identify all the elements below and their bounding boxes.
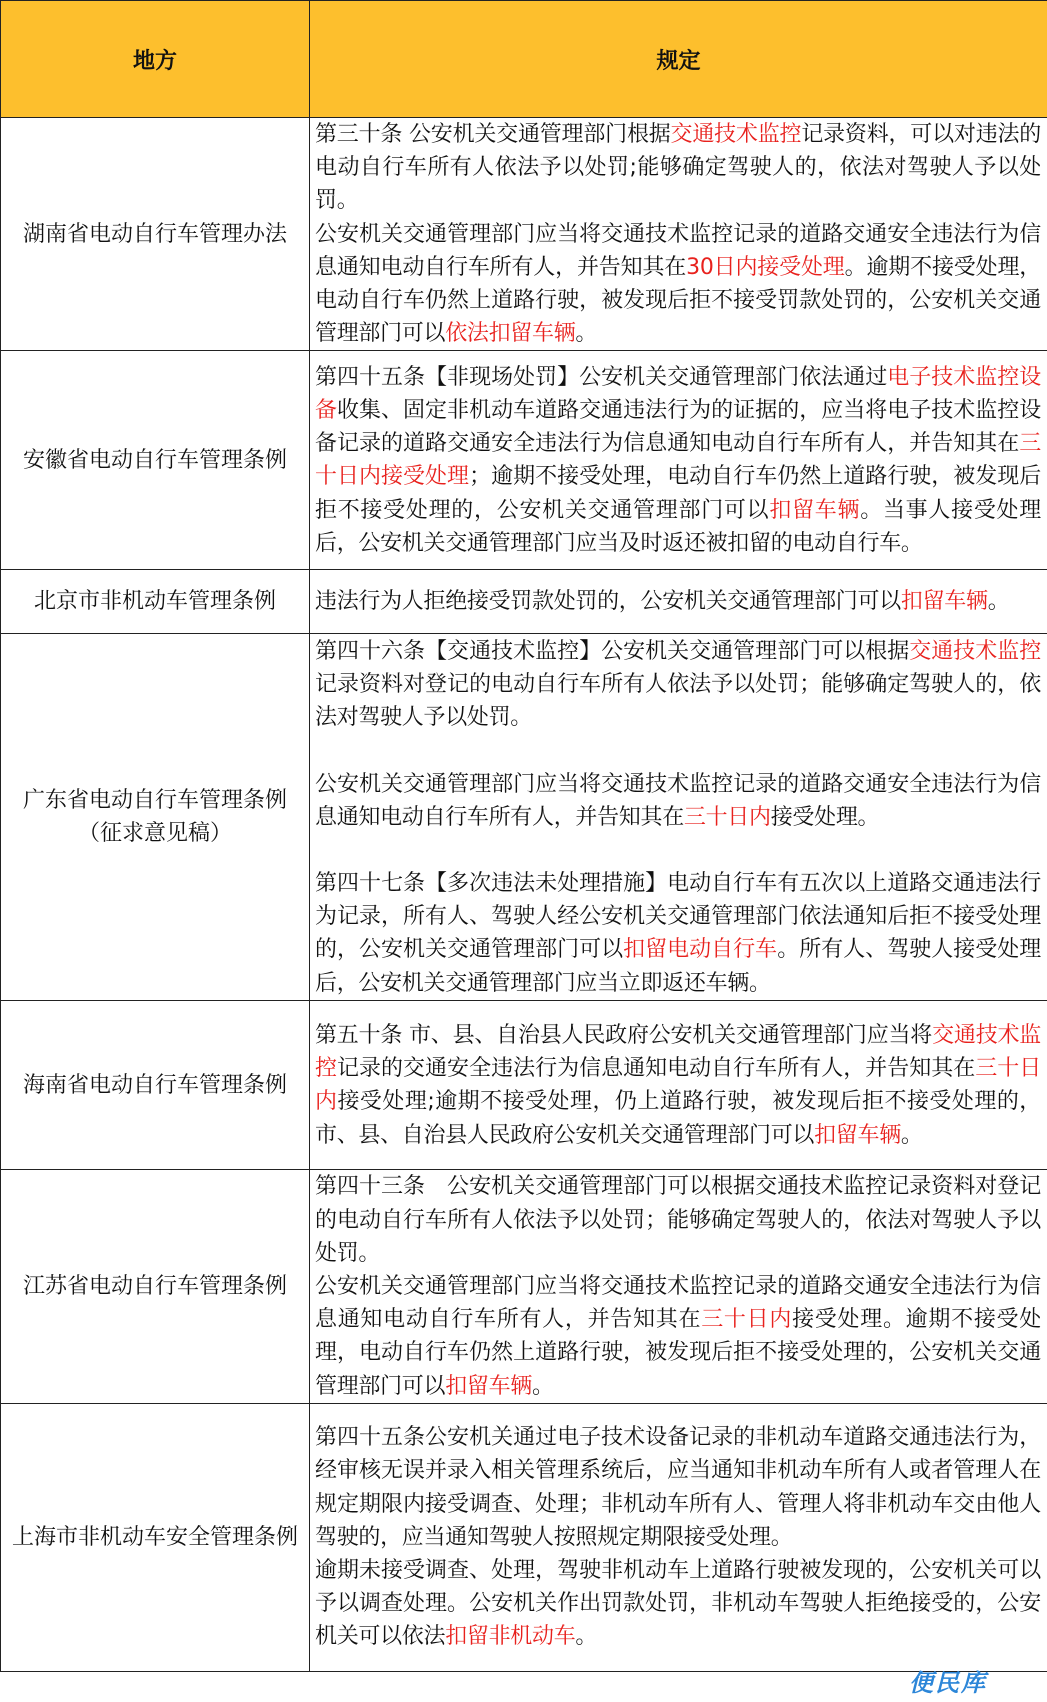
highlight-text: 交通技术监控 [315, 1023, 1041, 1082]
table-row [1, 351, 1047, 570]
header-region: 地方 [1, 1, 310, 118]
rule-text: 第五十条 市、县、自治县人民政府公安机关交通管理部门应当将 [315, 1023, 933, 1049]
rule-text: 第四十五条公安机关通过电子技术设备记录的非机动车道路交通违法行为，经审核无误并录入相关管理系统后，应当通知非机动车所有人或者管理人在规定期限内接受调查、处理；非机动车所有人、管理人将非机动车交由他人驾驶的，应当通知驾驶人按照规定期限接受处理。 [315, 1425, 1041, 1550]
table-row [1, 634, 1047, 1001]
rule-text: 。 [532, 1373, 554, 1399]
highlight-text: 扣留车辆 [814, 1122, 901, 1148]
rule-paragraph [315, 1019, 1041, 1152]
highlight-text: 扣留车辆 [769, 497, 861, 523]
region-cell: 湖南省电动自行车管理办法 [1, 118, 310, 351]
highlight-text: 交通技术监控 [670, 122, 802, 147]
rules-cell [310, 351, 1047, 570]
rule-text: 公安机关交通管理部门应当将交通技术监控记录的道路交通安全违法行为信息通知电动自行车所有人，并告知其在 [315, 1274, 1041, 1333]
rule-text: 接受处理;逾期不接受处理，仍上道路行驶，被发现后拒不接受处理的，市、县、自治县人民政府公安机关交通管理部门可以 [315, 1089, 1041, 1148]
rule-text: 。所有人、驾驶人接受处理后，公安机关交通管理部门应当立即返还车辆。 [315, 937, 1041, 996]
table-row [1, 1403, 1047, 1671]
rules-cell [310, 634, 1047, 1001]
table-body [1, 118, 1047, 1672]
highlight-text: 扣留车辆 [445, 1373, 533, 1399]
rule-text: 记录资料，可以对违法的电动自行车所有人依法予以处罚;能够确定驾驶人的，依法对驾驶人予以处罚。 [315, 122, 1041, 214]
rule-text: 接受处理。逾期不接受处理，电动自行车仍然上道路行驶，被发现后拒不接受处理的，公安机关交通管理部门可以 [315, 1307, 1041, 1399]
highlight-text: 三十日内 [315, 1056, 1041, 1115]
header-rules: 规定 [310, 1, 1047, 118]
highlight-text: 三十日内接受处理 [315, 431, 1041, 490]
highlight-text: 三十日内 [701, 1307, 793, 1333]
region-cell: 北京市非机动车管理条例 [1, 570, 310, 634]
region-cell: 安徽省电动自行车管理条例 [1, 351, 310, 570]
paragraph-gap [315, 834, 1041, 867]
rule-text: 。 [987, 589, 1010, 615]
watermark-logo: 便民库 [909, 1669, 987, 1697]
rule-text: 第三十条 公安机关交通管理部门根据 [315, 122, 671, 147]
rule-text: 。 [575, 1624, 598, 1650]
rule-text: 第四十七条【多次违法未处理措施】电动自行车有五次以上道路交通违法行为记录，所有人、驾驶人经公安机关交通管理部门依法通知后拒不接受处理的，公安机关交通管理部门可以 [315, 871, 1041, 963]
rule-paragraph [315, 1270, 1041, 1403]
rules-cell [310, 1170, 1047, 1403]
rule-paragraph [315, 585, 1041, 618]
highlight-text: 依法扣留车辆 [445, 321, 576, 347]
highlight-text: 电子技术监控设备 [315, 364, 1042, 424]
rules-cell [310, 570, 1047, 634]
rule-text: 逾期未接受调查、处理，驾驶非机动车上道路行驶被发现的，公安机关可以予以调查处理。公安机关作出罚款处罚，非机动车驾驶人拒绝接受的，公安机关可以依法 [315, 1557, 1041, 1650]
table-row [1, 1001, 1047, 1170]
rule-paragraph [315, 768, 1041, 834]
rule-text: 。当事人接受处理后，公安机关交通管理部门应当及时返还被扣留的电动自行车。 [315, 497, 1041, 556]
rule-text: 记录资料对登记的电动自行车所有人依法予以处罚；能够确定驾驶人的，依法对驾驶人予以处罚。 [315, 672, 1041, 731]
rule-text: 公安机关交通管理部门应当将交通技术监控记录的道路交通安全违法行为信息通知电动自行车所有人，并告知其在 [315, 221, 1041, 280]
rules-cell [310, 1001, 1047, 1170]
rule-text: 第四十六条【交通技术监控】公安机关交通管理部门可以根据 [315, 639, 910, 664]
highlight-text: 三十日内 [683, 804, 771, 830]
table-row [1, 1170, 1047, 1403]
table-row [1, 570, 1047, 634]
region-cell: 广东省电动自行车管理条例（征求意见稿） [1, 634, 310, 1001]
rule-paragraph [315, 867, 1041, 1000]
rule-paragraph [315, 635, 1041, 735]
rule-text: 收集、固定非机动车道路交通违法行为的证据的，应当将电子技术监控设备记录的道路交通安全违法行为信息通知电动自行车所有人，并告知其在 [315, 398, 1041, 457]
rule-text: 第四十五条【非现场处罚】公安机关交通管理部门依法通过 [315, 364, 888, 390]
rule-text: 违法行为人拒绝接受罚款处罚的，公安机关交通管理部门可以 [315, 589, 901, 615]
rule-text: 。 [575, 321, 598, 347]
region-cell: 上海市非机动车安全管理条例 [1, 1403, 310, 1671]
highlight-text: 扣留车辆 [900, 589, 988, 615]
highlight-text: 扣留电动自行车 [623, 937, 778, 963]
header-row [1, 1, 1047, 118]
rule-paragraph [315, 1170, 1041, 1270]
rule-text: 接受处理。 [770, 804, 880, 830]
rule-text: 公安机关交通管理部门应当将交通技术监控记录的道路交通安全违法行为信息通知电动自行车所有人，并告知其在 [315, 771, 1041, 830]
highlight-text: 扣留非机动车 [445, 1624, 576, 1650]
region-cell: 海南省电动自行车管理条例 [1, 1001, 310, 1170]
table-row [1, 118, 1047, 351]
rules-cell [310, 1403, 1047, 1671]
rule-paragraph [315, 118, 1041, 218]
rule-paragraph [315, 1421, 1041, 1554]
rule-paragraph [315, 361, 1041, 560]
rule-text: ；逾期不接受处理，电动自行车仍然上道路行驶，被发现后拒不接受处理的，公安机关交通管理部门可以 [315, 464, 1042, 523]
region-cell: 江苏省电动自行车管理条例 [1, 1170, 310, 1403]
rule-text: 记录的交通安全违法行为信息通知电动自行车所有人，并告知其在 [337, 1056, 976, 1082]
rule-paragraph [315, 218, 1041, 351]
rule-paragraph [315, 1554, 1041, 1654]
rule-text: 第四十三条 公安机关交通管理部门可以根据交通技术监控记录资料对登记的电动自行车所有人依法予以处罚；能够确定驾驶人的，依法对驾驶人予以处罚。 [315, 1174, 1041, 1266]
highlight-text: 交通技术监控 [909, 639, 1041, 664]
paragraph-gap [315, 735, 1041, 768]
rules-cell [310, 118, 1047, 351]
rule-text: 。逾期不接受处理，电动自行车仍然上道路行驶，被发现后拒不接受罚款处罚的，公安机关交通管理部门可以 [315, 254, 1041, 347]
highlight-text: 30日内接受处理 [686, 254, 845, 280]
rule-text: 。 [900, 1122, 923, 1148]
